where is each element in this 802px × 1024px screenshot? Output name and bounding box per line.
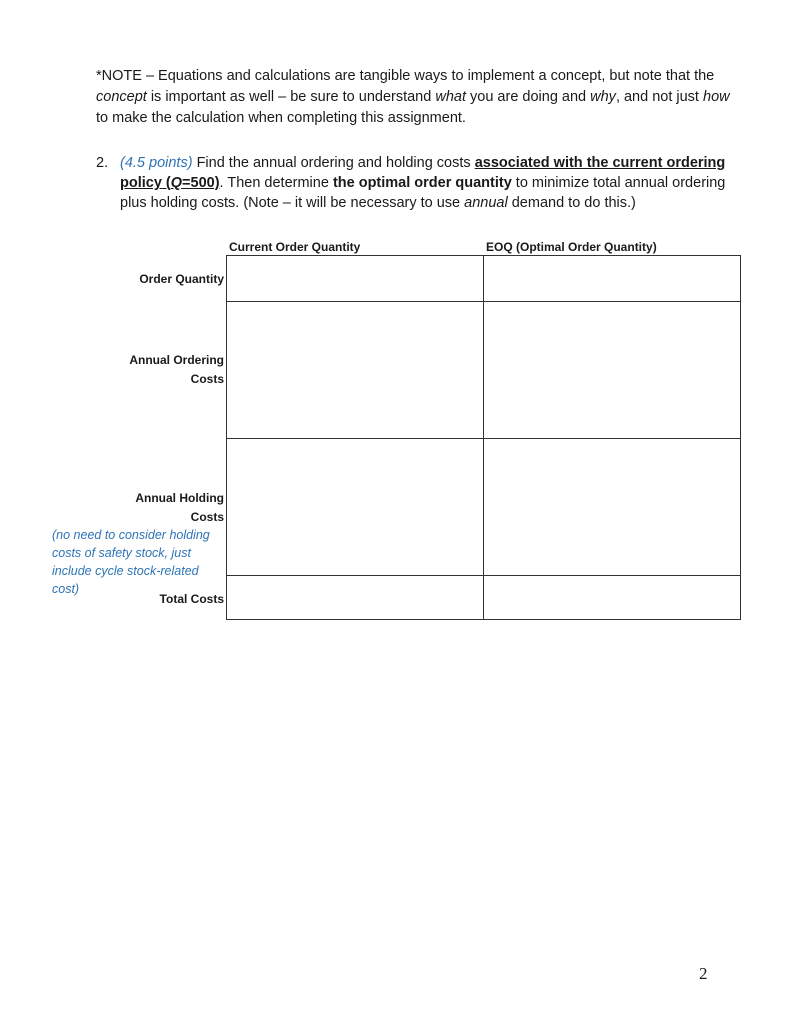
row-label-annual-holding xyxy=(135,489,224,527)
note-text-prefix: *NOTE – Equations and calculations are tangible ways to implement a concept, but note that the xyxy=(96,68,715,84)
question-annual-emphasis: annual xyxy=(464,195,508,211)
note-paragraph xyxy=(96,66,736,129)
note-text-mid1: is important as well – be sure to understand xyxy=(146,89,436,105)
question-number: 2. xyxy=(96,155,109,171)
note-text-mid3: , and not just xyxy=(615,89,703,105)
row-label-order-quantity xyxy=(139,270,224,289)
row-label-total-costs-text: Total Costs xyxy=(159,592,224,606)
question-mid: . Then determine xyxy=(219,175,333,191)
cell-annual-holding-eoq[interactable] xyxy=(484,439,740,575)
question-q-variable: Q xyxy=(170,175,183,191)
row-label-annual-ordering-line1: Annual Ordering xyxy=(129,353,224,367)
note-why-emphasis: why xyxy=(590,89,616,105)
page-number: 2 xyxy=(699,964,708,983)
row-label-annual-ordering-line2: Costs xyxy=(190,372,224,386)
row-label-order-quantity-text: Order Quantity xyxy=(139,272,224,286)
note-text-mid2: you are doing and xyxy=(465,89,591,105)
cell-total-costs-eoq[interactable] xyxy=(484,576,740,619)
question-2 xyxy=(96,153,746,213)
question-current-policy-b: =500) xyxy=(182,175,220,191)
cell-order-quantity-current[interactable] xyxy=(227,256,483,301)
question-text xyxy=(120,153,746,213)
row-label-annual-holding-line2: Costs xyxy=(190,510,224,524)
holding-cost-note: (no need to consider holding costs of safety stock, just include cycle stock-related cost) xyxy=(52,528,210,596)
question-optimal-phrase: the optimal order quantity xyxy=(332,175,512,191)
answer-table xyxy=(226,255,741,620)
cell-annual-holding-current[interactable] xyxy=(227,439,483,575)
question-points: (4.5 points) xyxy=(120,155,193,171)
note-text-suffix: to make the calculation when completing this assignment. xyxy=(96,110,466,126)
column-header-eoq: EOQ (Optimal Order Quantity) xyxy=(486,240,657,254)
question-intro: Find the annual ordering and holding costs xyxy=(192,155,475,171)
note-how-emphasis: how xyxy=(703,89,730,105)
cell-annual-ordering-current[interactable] xyxy=(227,302,483,438)
note-concept-emphasis: concept xyxy=(96,89,147,105)
row-label-total-costs xyxy=(160,590,224,609)
note-what-emphasis: what xyxy=(435,89,466,105)
row-label-annual-holding-line1: Annual Holding xyxy=(135,491,224,505)
column-header-current: Current Order Quantity xyxy=(229,240,361,254)
cell-total-costs-current[interactable] xyxy=(227,576,483,619)
cell-annual-ordering-eoq[interactable] xyxy=(484,302,740,438)
question-end: demand to do this.) xyxy=(507,195,636,211)
question-after-bold: to minimize total annual ordering plus holding costs. (Note – it will be necessary to use xyxy=(120,175,726,211)
row-label-annual-ordering xyxy=(129,351,224,389)
question-current-policy-a: associated with the current ordering policy ( xyxy=(120,155,726,191)
cell-order-quantity-eoq[interactable] xyxy=(484,256,740,301)
